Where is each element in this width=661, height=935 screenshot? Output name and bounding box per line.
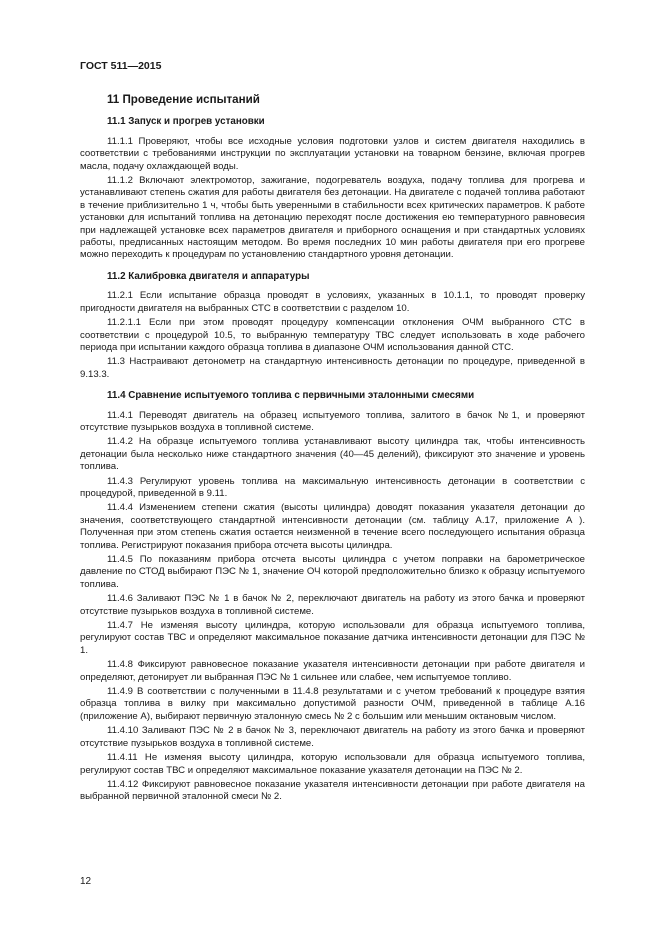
page-body: [80, 94, 585, 806]
paragraph: 11.1.2 Включают электромотор, зажигание, подогреватель воздуха, подачу топлива для прогрева и устанавливают степень сжатия для работы двигателя без детонации. На двигателе с подачей топлива работают в течение приблизительно 1 ч, чтобы быть уверенными в стабильности всех критических параметров. К работе установки для испытаний топлива на детонацию переходят после достижения ею температурного равновесия при надлежащей установке всех параметров двигателя и приборного оснащения и при стандартных условиях работы, предписанных настоящим методом. Во время последних 10 мин работы двигателя при его прогреве можно переходить к процедурам по установлению стандартного уровня детонации.: [80, 175, 585, 261]
subsection-title: 11.2 Калибровка двигателя и аппаратуры: [107, 270, 310, 282]
paragraph: 11.4.5 По показаниям прибора отсчета высоты цилиндра с учетом поправки на барометрическое давление по СТОД выбирают ПЭС № 1, значение ОЧ которой предположительно близко к образцу испытуемого топлива.: [80, 554, 585, 590]
paragraph: 11.4.12 Фиксируют равновесное показание указателя интенсивности детонации при работе двигателя на выбранной первичной эталонной смеси № 2.: [80, 778, 585, 803]
subsection-title: 11.4 Сравнение испытуемого топлива с первичными эталонными смесями: [107, 390, 475, 402]
paragraph: 11.4.10 Заливают ПЭС № 2 в бачок № 3, переключают двигатель на работу из этого бачка и проверяют отсутствие пузырьков воздуха в топливной системе.: [80, 725, 585, 749]
document-code: ГОСТ 511—2015: [80, 60, 162, 72]
page-number: 12: [80, 876, 92, 887]
subsection-title: 11.1 Запуск и прогрев установки: [107, 116, 265, 128]
paragraph: 11.3 Настраивают детонометр на стандартную интенсивность детонации по процедуре, приведенной в 9.13.3.: [80, 356, 585, 380]
paragraph: 11.4.11 Не изменяя высоту цилиндра, которую использовали для образца испытуемого топлива, регулируют состав ТВС и определяют максимальное показание указателя детонации на ПЭС № 2.: [80, 752, 585, 776]
paragraph: 11.4.2 На образце испытуемого топлива устанавливают высоту цилиндра так, чтобы интенсивность детонации была несколько ниже стандартного значения (40—45 делений), фиксируют это значение и уровень топлива.: [80, 436, 585, 473]
paragraph: 11.4.6 Заливают ПЭС № 1 в бачок № 2, переключают двигатель на работу из этого бачка и проверяют отсутствие пузырьков воздуха в топливной системе.: [80, 593, 585, 617]
paragraph: 11.2.1 Если испытание образца проводят в условиях, указанных в 10.1.1, то проводят проверку пригодности двигателя на выбранных СТС в соответствии с разделом 10.: [80, 290, 585, 314]
section-title: 11 Проведение испытаний: [107, 93, 260, 106]
paragraph: 11.4.9 В соответствии с полученными в 11.4.8 результатами и с учетом требований к процедуре взятия образца топлива в вилку при максимально допустимой разности ОЧМ, приведенной в таблице А.16 (приложение А), выбирают первичную эталонную смесь № 2 с большим или меньшим октановым числом.: [80, 686, 585, 722]
paragraph: 11.4.3 Регулируют уровень топлива на максимальную интенсивность детонации в соответствии с процедурой, приведенной в 9.11.: [80, 475, 585, 499]
paragraph: 11.4.7 Не изменяя высоту цилиндра, которую использовали для образца испытуемого топлива, регулируют состав ТВС и определяют максимальное показание датчика интенсивности детонации для ПЭС № 1.: [80, 620, 585, 656]
paragraph: 11.4.1 Переводят двигатель на образец испытуемого топлива, залитого в бачок №1, и проверяют отсутствие пузырьков воздуха в топливной системе.: [80, 409, 585, 433]
paragraph: 11.1.1 Проверяют, чтобы все исходные условия подготовки узлов и систем двигателя находились в соответствии с требованиями инструкции по эксплуатации установки на товарном бензине, включая прогрев масла, подачу охлаждающей воды.: [80, 135, 585, 172]
paragraph: 11.2.1.1 Если при этом проводят процедуру компенсации отклонения ОЧМ выбранного СТС в соответствии с процедурой 10.5, то выбранную температуру ТВС следует использовать в ходе рабочего периода при испытании каждого образца топлива в диапазоне ОЧМ использования данной СТС.: [80, 317, 585, 353]
paragraph: 11.4.4 Изменением степени сжатия (высоты цилиндра) доводят показания указателя детонации до значения, соответствующего стандартной интенсивности детонации (см. таблицу А.17, приложение А ). Полученная при этом степень сжатия остается неизменной в течение всего последующего испытания образца топлива. Регистрируют показания прибора отсчета высоты цилиндра.: [80, 502, 585, 551]
paragraph: 11.4.8 Фиксируют равновесное показание указателя интенсивности детонации при работе двигателя и определяют, детонирует ли выбранная ПЭС № 1 сильнее или слабее, чем испытуемое топливо.: [80, 659, 585, 683]
